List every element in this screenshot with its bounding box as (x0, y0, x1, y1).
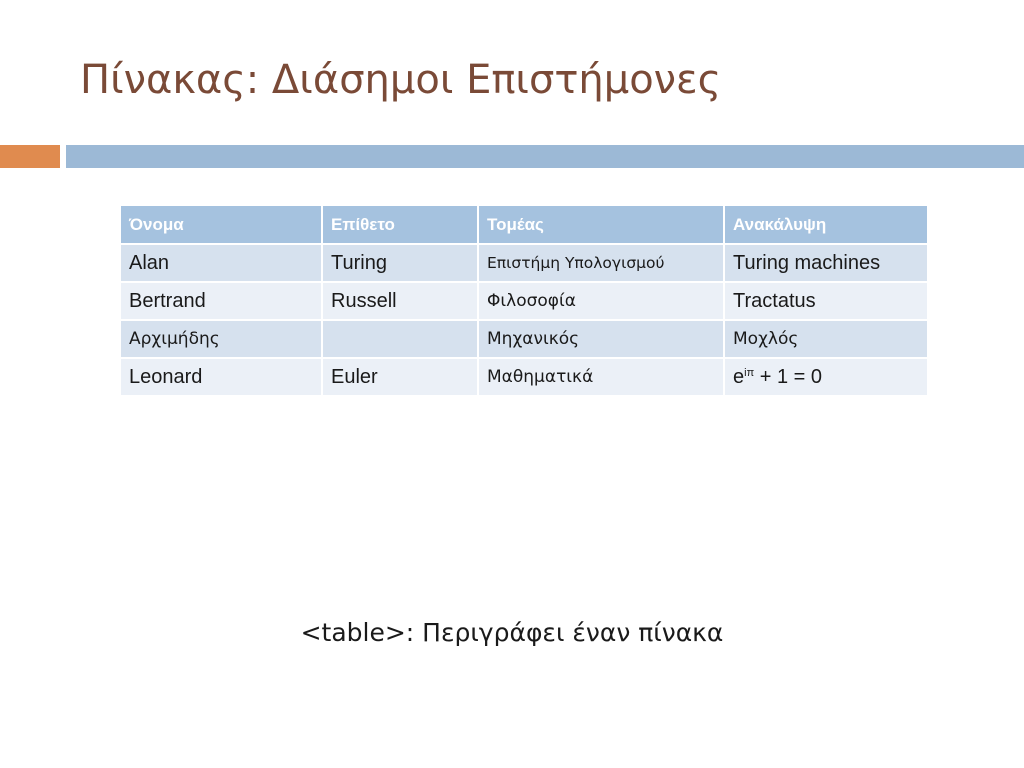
scientists-table-container (121, 206, 927, 395)
table-cell-last-name: Russell (322, 282, 478, 320)
table-cell-last-name: Euler (322, 358, 478, 395)
table-cell-first-name: Bertrand (121, 282, 322, 320)
table-row (121, 320, 927, 358)
accent-bar-orange (0, 145, 60, 168)
table-cell-field: Επιστήμη Υπολογισμού (478, 244, 724, 282)
accent-bar-blue (66, 145, 1024, 168)
table-row (121, 282, 927, 320)
table-cell-first-name: Αρχιμήδης (121, 320, 322, 358)
table-cell-discovery: Turing machines (724, 244, 927, 282)
slide-title: Πίνακας: Διάσημοι Επιστήμονες (80, 57, 722, 103)
column-header-field: Τομέας (478, 206, 724, 244)
table-cell-first-name: Leonard (121, 358, 322, 395)
table-cell-field: Φιλοσοφία (478, 282, 724, 320)
table-row (121, 244, 927, 282)
formula-rest: + 1 = 0 (754, 365, 823, 388)
table-cell-last-name: Turing (322, 244, 478, 282)
column-header-last-name: Επίθετο (322, 206, 478, 244)
table-cell-field: Μαθηματικά (478, 358, 724, 395)
table-row (121, 358, 927, 395)
column-header-discovery: Ανακάλυψη (724, 206, 927, 244)
table-header-row (121, 206, 927, 244)
formula-base: e (733, 365, 745, 388)
table-cell-first-name: Alan (121, 244, 322, 282)
table-cell-last-name (322, 320, 478, 358)
table-cell-discovery: Μοχλός (724, 320, 927, 358)
column-header-first-name: Όνομα (121, 206, 322, 244)
table-cell-discovery-formula (724, 358, 927, 395)
scientists-table (121, 206, 927, 395)
table-cell-field: Μηχανικός (478, 320, 724, 358)
slide-caption: <table>: Περιγράφει έναν πίνακα (300, 618, 724, 647)
formula-exponent: iπ (744, 366, 755, 379)
table-cell-discovery: Tractatus (724, 282, 927, 320)
